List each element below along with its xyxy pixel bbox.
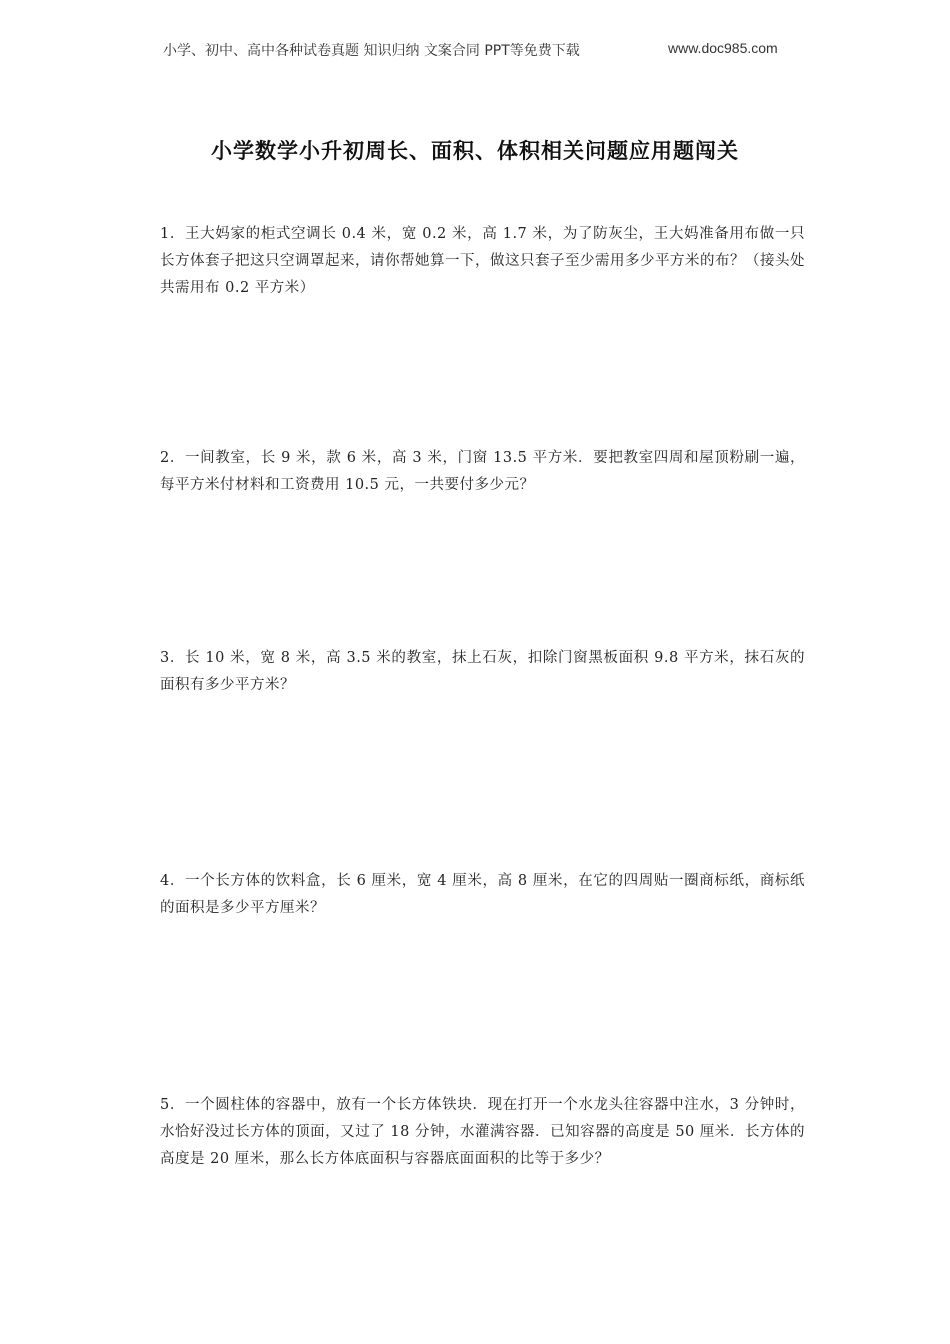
question-1: 1．王大妈家的柜式空调长 0.4 米，宽 0.2 米，高 1.7 米，为了防灰尘，王大妈准备用布做一只长方体套子把这只空调罩起来，请你帮她算一下，做这只套子至少需用多少平方米的布？（接头处共需用布 0.2 平方米）: [160, 226, 805, 296]
question-3: 3．长 10 米，宽 8 米，高 3.5 米的教室，抹上石灰，扣除门窗黑板面积 9.8 平方米，抹石灰的面积有多少平方米？: [160, 650, 805, 693]
question-2: 2．一间教室，长 9 米，款 6 米，高 3 米，门窗 13.5 平方米．要把教室四周和屋顶粉刷一遍，每平方米付材料和工资费用 10.5 元，一共要付多少元？: [160, 450, 805, 493]
header-site-link[interactable]: www.doc985.com: [668, 40, 778, 56]
page-title: 小学数学小升初周长、面积、体积相关问题应用题闯关: [211, 139, 739, 163]
question-5: 5．一个圆柱体的容器中，放有一个长方体铁块．现在打开一个水龙头往容器中注水，3 分钟时，水恰好没过长方体的顶面，又过了 18 分钟，水灌满容器．已知容器的高度是 50 厘米．长方体的高度是 20 厘米，那么长方体底面积与容器底面面积的比等于多少？: [160, 1097, 805, 1167]
question-4: 4．一个长方体的饮料盒，长 6 厘米，宽 4 厘米，高 8 厘米，在它的四周贴一圈商标纸，商标纸的面积是多少平方厘米？: [160, 873, 805, 916]
page-header: [163, 40, 803, 60]
header-text: 小学、初中、高中各种试卷真题 知识归纳 文案合同 PPT等免费下载: [163, 43, 580, 59]
